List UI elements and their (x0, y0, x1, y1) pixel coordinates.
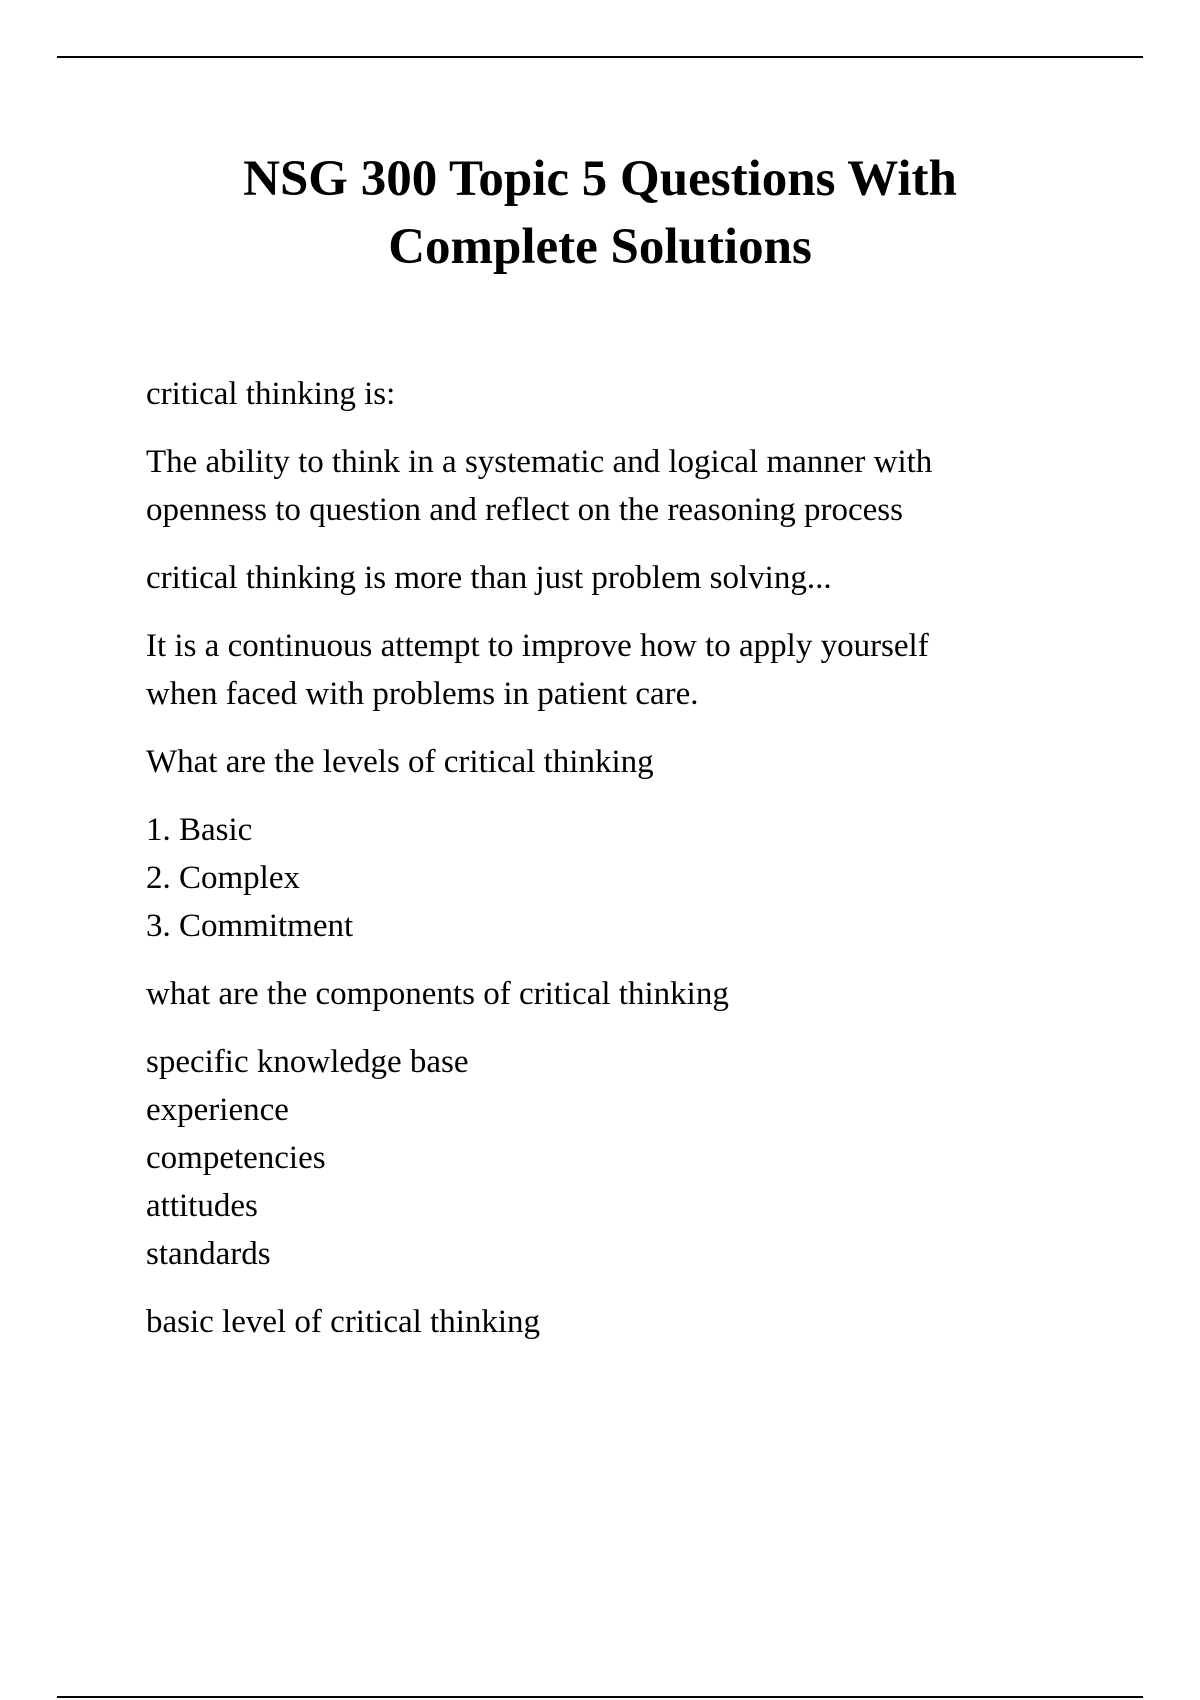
list-item: 3. Commitment (146, 908, 354, 944)
answer-text (146, 622, 1076, 718)
list-item: attitudes (146, 1188, 258, 1224)
top-rule (57, 56, 1143, 58)
text-line: critical thinking is more than just problem solving... (146, 560, 832, 596)
text-line: when faced with problems in patient care. (146, 676, 699, 712)
answer-list (146, 1038, 1076, 1278)
document-body (146, 370, 1076, 1366)
question-text (146, 970, 1076, 1018)
question-text (146, 370, 1076, 418)
question-text (146, 738, 1076, 786)
list-item: experience (146, 1092, 289, 1128)
question-text (146, 554, 1076, 602)
list-item: specific knowledge base (146, 1044, 469, 1080)
document-title (100, 145, 1100, 281)
answer-text (146, 438, 1076, 534)
answer-list (146, 806, 1076, 950)
list-item: 2. Complex (146, 860, 300, 896)
text-line: basic level of critical thinking (146, 1304, 541, 1340)
text-line: It is a continuous attempt to improve how to apply yourself (146, 628, 929, 664)
bottom-rule (57, 1696, 1143, 1698)
text-line: What are the levels of critical thinking (146, 744, 654, 780)
list-item: 1. Basic (146, 812, 253, 848)
text-line: what are the components of critical thinking (146, 976, 729, 1012)
question-text (146, 1298, 1076, 1346)
title-line: NSG 300 Topic 5 Questions With (243, 151, 957, 207)
title-line: Complete Solutions (388, 219, 812, 275)
list-item: standards (146, 1236, 271, 1272)
list-item: competencies (146, 1140, 326, 1176)
text-line: openness to question and reflect on the reasoning process (146, 492, 903, 528)
text-line: critical thinking is: (146, 376, 396, 412)
text-line: The ability to think in a systematic and logical manner with (146, 444, 933, 480)
